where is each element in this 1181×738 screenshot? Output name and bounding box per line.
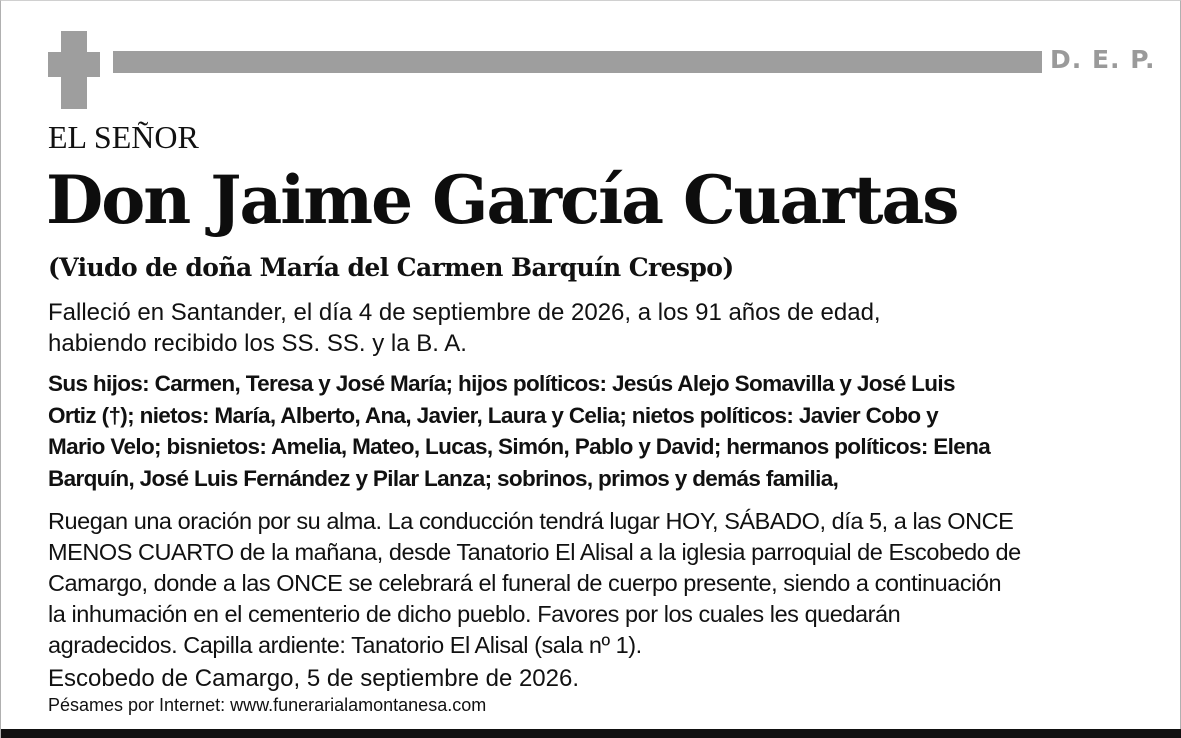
family-line: Sus hijos: Carmen, Teresa y José María; hijos políticos: Jesús Alejo Somavilla y José Luis (48, 371, 955, 396)
death-line: Falleció en Santander, el día 4 de septiembre de 2026, a los 91 años de edad, (48, 299, 881, 326)
bottom-bar (1, 729, 1181, 738)
place-date: Escobedo de Camargo, 5 de septiembre de 2026. (48, 665, 580, 692)
death-line: habiendo recibido los SS. SS. y la B. A. (48, 330, 467, 357)
widow-note: (Viudo de doña María del Carmen Barquín Crespo) (48, 253, 734, 282)
death-announcement (48, 297, 1148, 359)
ceremony-line: MENOS CUARTO de la mañana, desde Tanatorio El Alisal a la iglesia parroquial de Escobedo de (48, 539, 1021, 565)
cross-horizontal-bar (48, 52, 100, 77)
ceremony-line: Camargo, donde a las ONCE se celebrará el funeral de cuerpo presente, siendo a continuación (48, 570, 1002, 596)
family-list (48, 368, 1138, 494)
header-rule (113, 51, 1042, 73)
family-line: Mario Velo; bisnietos: Amelia, Mateo, Lucas, Simón, Pablo y David; hermanos políticos: Elena (48, 434, 991, 459)
honorific: EL SEÑOR (48, 119, 199, 155)
condolences-line: Pésames por Internet: www.funerarialamontanesa.com (48, 695, 487, 715)
ceremony-line: Ruegan una oración por su alma. La conducción tendrá lugar HOY, SÁBADO, día 5, a las ONCE (48, 508, 1014, 534)
ceremony-line: la inhumación en el cementerio de dicho pueblo. Favores por los cuales les quedarán (48, 601, 901, 627)
ceremony-details (48, 506, 1148, 661)
deceased-name: Don Jaime García Cuartas (46, 161, 958, 239)
cross-icon (48, 31, 100, 109)
dep-label: D. E. P. (1050, 45, 1156, 74)
ceremony-line: agradecidos. Capilla ardiente: Tanatorio El Alisal (sala nº 1). (48, 632, 642, 658)
family-line: Ortiz (†); nietos: María, Alberto, Ana, Javier, Laura y Celia; nietos políticos: Javier Cobo y (48, 402, 938, 428)
family-line: Barquín, José Luis Fernández y Pilar Lanza; sobrinos, primos y demás familia, (48, 465, 839, 491)
